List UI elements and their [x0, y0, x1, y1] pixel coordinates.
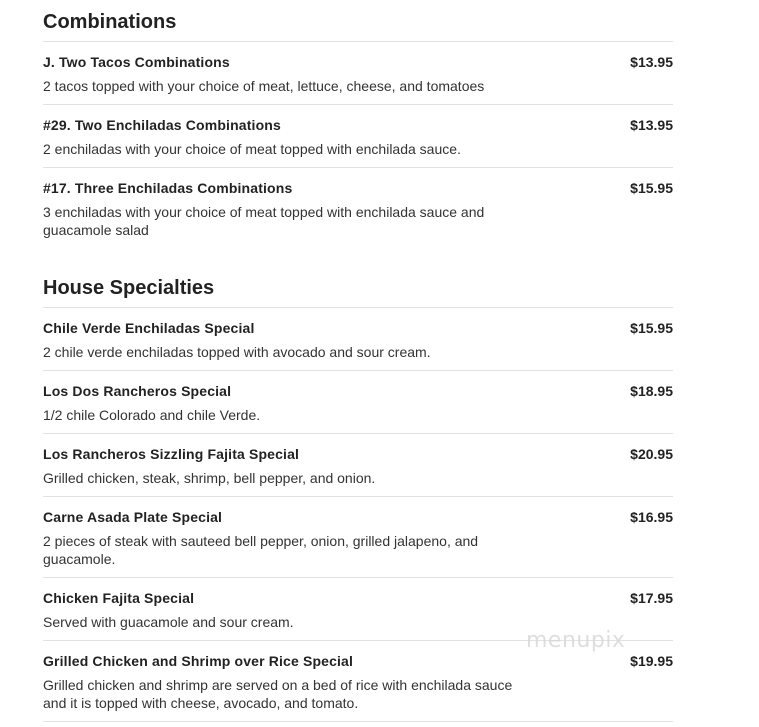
menu-item[interactable]: [43, 371, 673, 434]
item-description: 3 enchiladas with your choice of meat topped with enchilada sauce and guacamole salad: [43, 204, 485, 238]
item-name: Los Rancheros Sizzling Fajita Special: [43, 446, 300, 462]
menu-item[interactable]: [43, 42, 673, 105]
item-price: $15.95: [630, 320, 673, 336]
item-name: Chicken Fajita Special: [43, 590, 195, 606]
menu-item[interactable]: [43, 105, 673, 168]
section-combinations: [43, 0, 673, 248]
item-description: 1/2 chile Colorado and chile Verde.: [43, 407, 261, 423]
menu-item[interactable]: [43, 497, 673, 578]
item-price: $18.95: [630, 383, 673, 399]
item-description: Grilled chicken, steak, shrimp, bell pepper, and onion.: [43, 470, 376, 486]
section-title: House Specialties: [43, 248, 673, 308]
menu-item[interactable]: [43, 308, 673, 371]
item-description: Grilled chicken and shrimp are served on a bed of rice with enchilada sauce and it is topped with cheese, avocado, and tomato.: [43, 677, 513, 711]
menu-item[interactable]: [43, 434, 673, 497]
menu-item[interactable]: [43, 168, 673, 248]
item-name: Chile Verde Enchiladas Special: [43, 320, 255, 336]
section-title: Combinations: [43, 0, 673, 42]
item-name: #17. Three Enchiladas Combinations: [43, 180, 293, 196]
item-description: 2 chile verde enchiladas topped with avocado and sour cream.: [43, 344, 431, 360]
item-price: $17.95: [630, 590, 673, 606]
menu-item[interactable]: [43, 641, 673, 722]
item-name: Los Dos Rancheros Special: [43, 383, 232, 399]
item-name: Grilled Chicken and Shrimp over Rice Special: [43, 653, 354, 669]
item-price: $16.95: [630, 509, 673, 525]
item-price: $19.95: [630, 653, 673, 669]
item-price: $20.95: [630, 446, 673, 462]
item-name: J. Two Tacos Combinations: [43, 54, 230, 70]
item-name: #29. Two Enchiladas Combinations: [43, 117, 281, 133]
menupix-watermark: menupix: [526, 628, 626, 653]
item-description: 2 enchiladas with your choice of meat topped with enchilada sauce.: [43, 141, 461, 157]
item-description: 2 pieces of steak with sauteed bell pepper, onion, grilled jalapeno, and guacamole.: [43, 533, 479, 567]
item-description: Served with guacamole and sour cream.: [43, 614, 294, 630]
item-price: $13.95: [630, 54, 673, 70]
menu: [43, 0, 673, 722]
item-name: Carne Asada Plate Special: [43, 509, 223, 525]
item-price: $15.95: [630, 180, 673, 196]
item-price: $13.95: [630, 117, 673, 133]
item-description: 2 tacos topped with your choice of meat, lettuce, cheese, and tomatoes: [43, 78, 485, 94]
